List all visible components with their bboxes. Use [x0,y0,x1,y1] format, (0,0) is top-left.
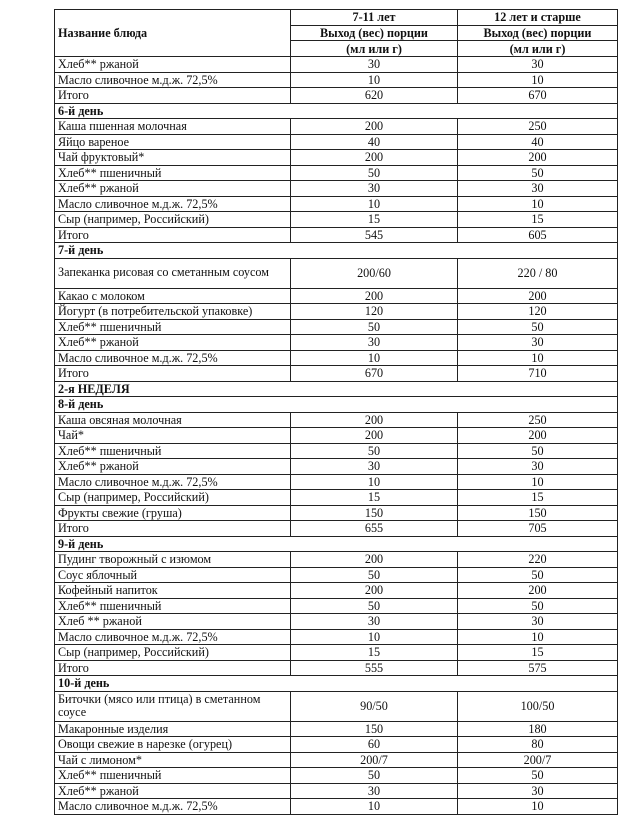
total-row [55,521,618,537]
dish-name: Пудинг творожный с изюмом [55,552,291,568]
table-row [55,181,618,197]
dish-name: Чай* [55,428,291,444]
table-row [55,552,618,568]
portion-7-11: 200/7 [291,752,458,768]
portion-12-plus: 705 [458,521,618,537]
dish-name: Чай с лимоном* [55,752,291,768]
portion-7-11: 15 [291,645,458,661]
portion-7-11: 15 [291,490,458,506]
portion-7-11: 200/60 [291,258,458,288]
table-row [55,350,618,366]
portion-7-11: 60 [291,737,458,753]
portion-7-11: 620 [291,88,458,104]
section-title: 9-й день [55,536,618,552]
table-row [55,134,618,150]
dish-name: Кофейный напиток [55,583,291,599]
table-row [55,258,618,288]
table-row [55,752,618,768]
portion-12-plus: 220 / 80 [458,258,618,288]
portion-12-plus: 220 [458,552,618,568]
portion-12-plus: 200 [458,583,618,599]
portion-12-plus: 10 [458,629,618,645]
total-row [55,88,618,104]
portion-12-plus: 150 [458,505,618,521]
portion-7-11: 15 [291,212,458,228]
portion-12-plus: 50 [458,768,618,784]
portion-7-11: 30 [291,459,458,475]
dish-name: Соус яблочный [55,567,291,583]
dish-name: Чай фруктовый* [55,150,291,166]
dish-name: Фрукты свежие (груша) [55,505,291,521]
portion-12-plus: 10 [458,196,618,212]
table-row [55,165,618,181]
dish-name: Каша овсяная молочная [55,412,291,428]
portion-7-11: 150 [291,721,458,737]
portion-7-11: 200 [291,428,458,444]
dish-name: Сыр (например, Российский) [55,645,291,661]
portion-12-plus: 120 [458,304,618,320]
document-page [54,9,617,815]
portion-12-plus: 250 [458,119,618,135]
table-row [55,319,618,335]
portion-12-plus: 30 [458,783,618,799]
portion-7-11: 50 [291,567,458,583]
dish-name: Масло сливочное м.д.ж. 72,5% [55,196,291,212]
portion-7-11: 30 [291,335,458,351]
portion-12-plus: 50 [458,443,618,459]
table-row [55,645,618,661]
portion-12-plus: 80 [458,737,618,753]
portion-7-11: 30 [291,614,458,630]
header-dish-name: Название блюда [55,10,291,57]
dish-name: Хлеб** ржаной [55,57,291,73]
section-row [55,103,618,119]
portion-7-11: 10 [291,72,458,88]
section-row [55,676,618,692]
portion-12-plus: 200 [458,150,618,166]
portion-12-plus: 30 [458,181,618,197]
table-row [55,150,618,166]
portion-7-11: 10 [291,629,458,645]
dish-name: Хлеб** пшеничный [55,165,291,181]
portion-12-plus: 30 [458,57,618,73]
portion-12-plus: 180 [458,721,618,737]
total-row [55,227,618,243]
table-row [55,57,618,73]
table-row [55,459,618,475]
dish-name: Запеканка рисовая со сметанным соусом [55,258,291,288]
portion-12-plus: 15 [458,645,618,661]
portion-7-11: 50 [291,443,458,459]
dish-name: Каша пшенная молочная [55,119,291,135]
portion-7-11: 10 [291,799,458,815]
table-row [55,691,618,721]
portion-12-plus: 710 [458,366,618,382]
header-age-12-plus: 12 лет и старше [458,10,618,26]
header-unit-7-11: (мл или г) [291,41,458,57]
dish-name: Хлеб** пшеничный [55,768,291,784]
portion-12-plus: 50 [458,567,618,583]
total-label: Итого [55,227,291,243]
portion-12-plus: 50 [458,319,618,335]
dish-name: Хлеб** ржаной [55,459,291,475]
portion-7-11: 50 [291,165,458,181]
dish-name: Йогурт (в потребительской упаковке) [55,304,291,320]
header-age-7-11: 7-11 лет [291,10,458,26]
table-row [55,721,618,737]
dish-name: Биточки (мясо или птица) в сметанном соусе [55,691,291,721]
dish-name: Хлеб ** ржаной [55,614,291,630]
section-title: 10-й день [55,676,618,692]
dish-name: Масло сливочное м.д.ж. 72,5% [55,350,291,366]
table-row [55,335,618,351]
total-label: Итого [55,88,291,104]
table-row [55,72,618,88]
total-row [55,660,618,676]
dish-name: Масло сливочное м.д.ж. 72,5% [55,474,291,490]
section-title: 6-й день [55,103,618,119]
table-row [55,119,618,135]
table-row [55,768,618,784]
total-label: Итого [55,660,291,676]
portion-7-11: 670 [291,366,458,382]
portion-7-11: 200 [291,119,458,135]
portion-7-11: 150 [291,505,458,521]
dish-name: Макаронные изделия [55,721,291,737]
dish-name: Какао с молоком [55,288,291,304]
menu-table [54,9,618,815]
table-row [55,799,618,815]
table-row [55,428,618,444]
dish-name: Масло сливочное м.д.ж. 72,5% [55,72,291,88]
portion-12-plus: 10 [458,72,618,88]
table-row [55,505,618,521]
table-row [55,474,618,490]
table-row [55,443,618,459]
portion-12-plus: 250 [458,412,618,428]
total-label: Итого [55,366,291,382]
section-row [55,397,618,413]
portion-7-11: 30 [291,783,458,799]
portion-7-11: 655 [291,521,458,537]
portion-7-11: 10 [291,474,458,490]
portion-7-11: 30 [291,181,458,197]
table-header [55,10,618,57]
table-row [55,629,618,645]
dish-name: Масло сливочное м.д.ж. 72,5% [55,629,291,645]
dish-name: Хлеб** пшеничный [55,443,291,459]
portion-7-11: 555 [291,660,458,676]
portion-12-plus: 10 [458,474,618,490]
table-row [55,583,618,599]
table-row [55,304,618,320]
portion-12-plus: 100/50 [458,691,618,721]
portion-12-plus: 670 [458,88,618,104]
portion-12-plus: 50 [458,598,618,614]
total-row [55,366,618,382]
section-row [55,381,618,397]
table-row [55,196,618,212]
portion-12-plus: 50 [458,165,618,181]
dish-name: Хлеб** ржаной [55,335,291,351]
section-title: 2-я НЕДЕЛЯ [55,381,618,397]
dish-name: Овощи свежие в нарезке (огурец) [55,737,291,753]
portion-12-plus: 605 [458,227,618,243]
portion-12-plus: 30 [458,335,618,351]
portion-12-plus: 30 [458,614,618,630]
table-row [55,737,618,753]
section-row [55,243,618,259]
portion-7-11: 200 [291,412,458,428]
dish-name: Яйцо вареное [55,134,291,150]
header-yield-12-plus: Выход (вес) порции [458,25,618,41]
portion-7-11: 50 [291,319,458,335]
table-row [55,288,618,304]
section-row [55,536,618,552]
portion-7-11: 90/50 [291,691,458,721]
header-yield-7-11: Выход (вес) порции [291,25,458,41]
table-row [55,567,618,583]
portion-7-11: 10 [291,196,458,212]
table-row [55,212,618,228]
portion-7-11: 200 [291,552,458,568]
dish-name: Хлеб** ржаной [55,783,291,799]
portion-12-plus: 15 [458,490,618,506]
portion-12-plus: 200 [458,428,618,444]
portion-12-plus: 30 [458,459,618,475]
portion-7-11: 50 [291,768,458,784]
total-label: Итого [55,521,291,537]
portion-12-plus: 40 [458,134,618,150]
section-title: 7-й день [55,243,618,259]
portion-7-11: 40 [291,134,458,150]
portion-12-plus: 575 [458,660,618,676]
portion-12-plus: 10 [458,799,618,815]
portion-7-11: 200 [291,288,458,304]
dish-name: Сыр (например, Российский) [55,212,291,228]
portion-7-11: 50 [291,598,458,614]
portion-12-plus: 10 [458,350,618,366]
table-row [55,490,618,506]
portion-7-11: 545 [291,227,458,243]
portion-12-plus: 200 [458,288,618,304]
table-row [55,412,618,428]
portion-7-11: 10 [291,350,458,366]
portion-7-11: 200 [291,150,458,166]
header-unit-12-plus: (мл или г) [458,41,618,57]
table-row [55,598,618,614]
portion-12-plus: 15 [458,212,618,228]
portion-7-11: 200 [291,583,458,599]
portion-7-11: 30 [291,57,458,73]
portion-7-11: 120 [291,304,458,320]
dish-name: Масло сливочное м.д.ж. 72,5% [55,799,291,815]
dish-name: Хлеб** пшеничный [55,319,291,335]
section-title: 8-й день [55,397,618,413]
table-body [55,57,618,815]
table-row [55,783,618,799]
dish-name: Хлеб** ржаной [55,181,291,197]
table-row [55,614,618,630]
dish-name: Сыр (например, Российский) [55,490,291,506]
portion-12-plus: 200/7 [458,752,618,768]
dish-name: Хлеб** пшеничный [55,598,291,614]
